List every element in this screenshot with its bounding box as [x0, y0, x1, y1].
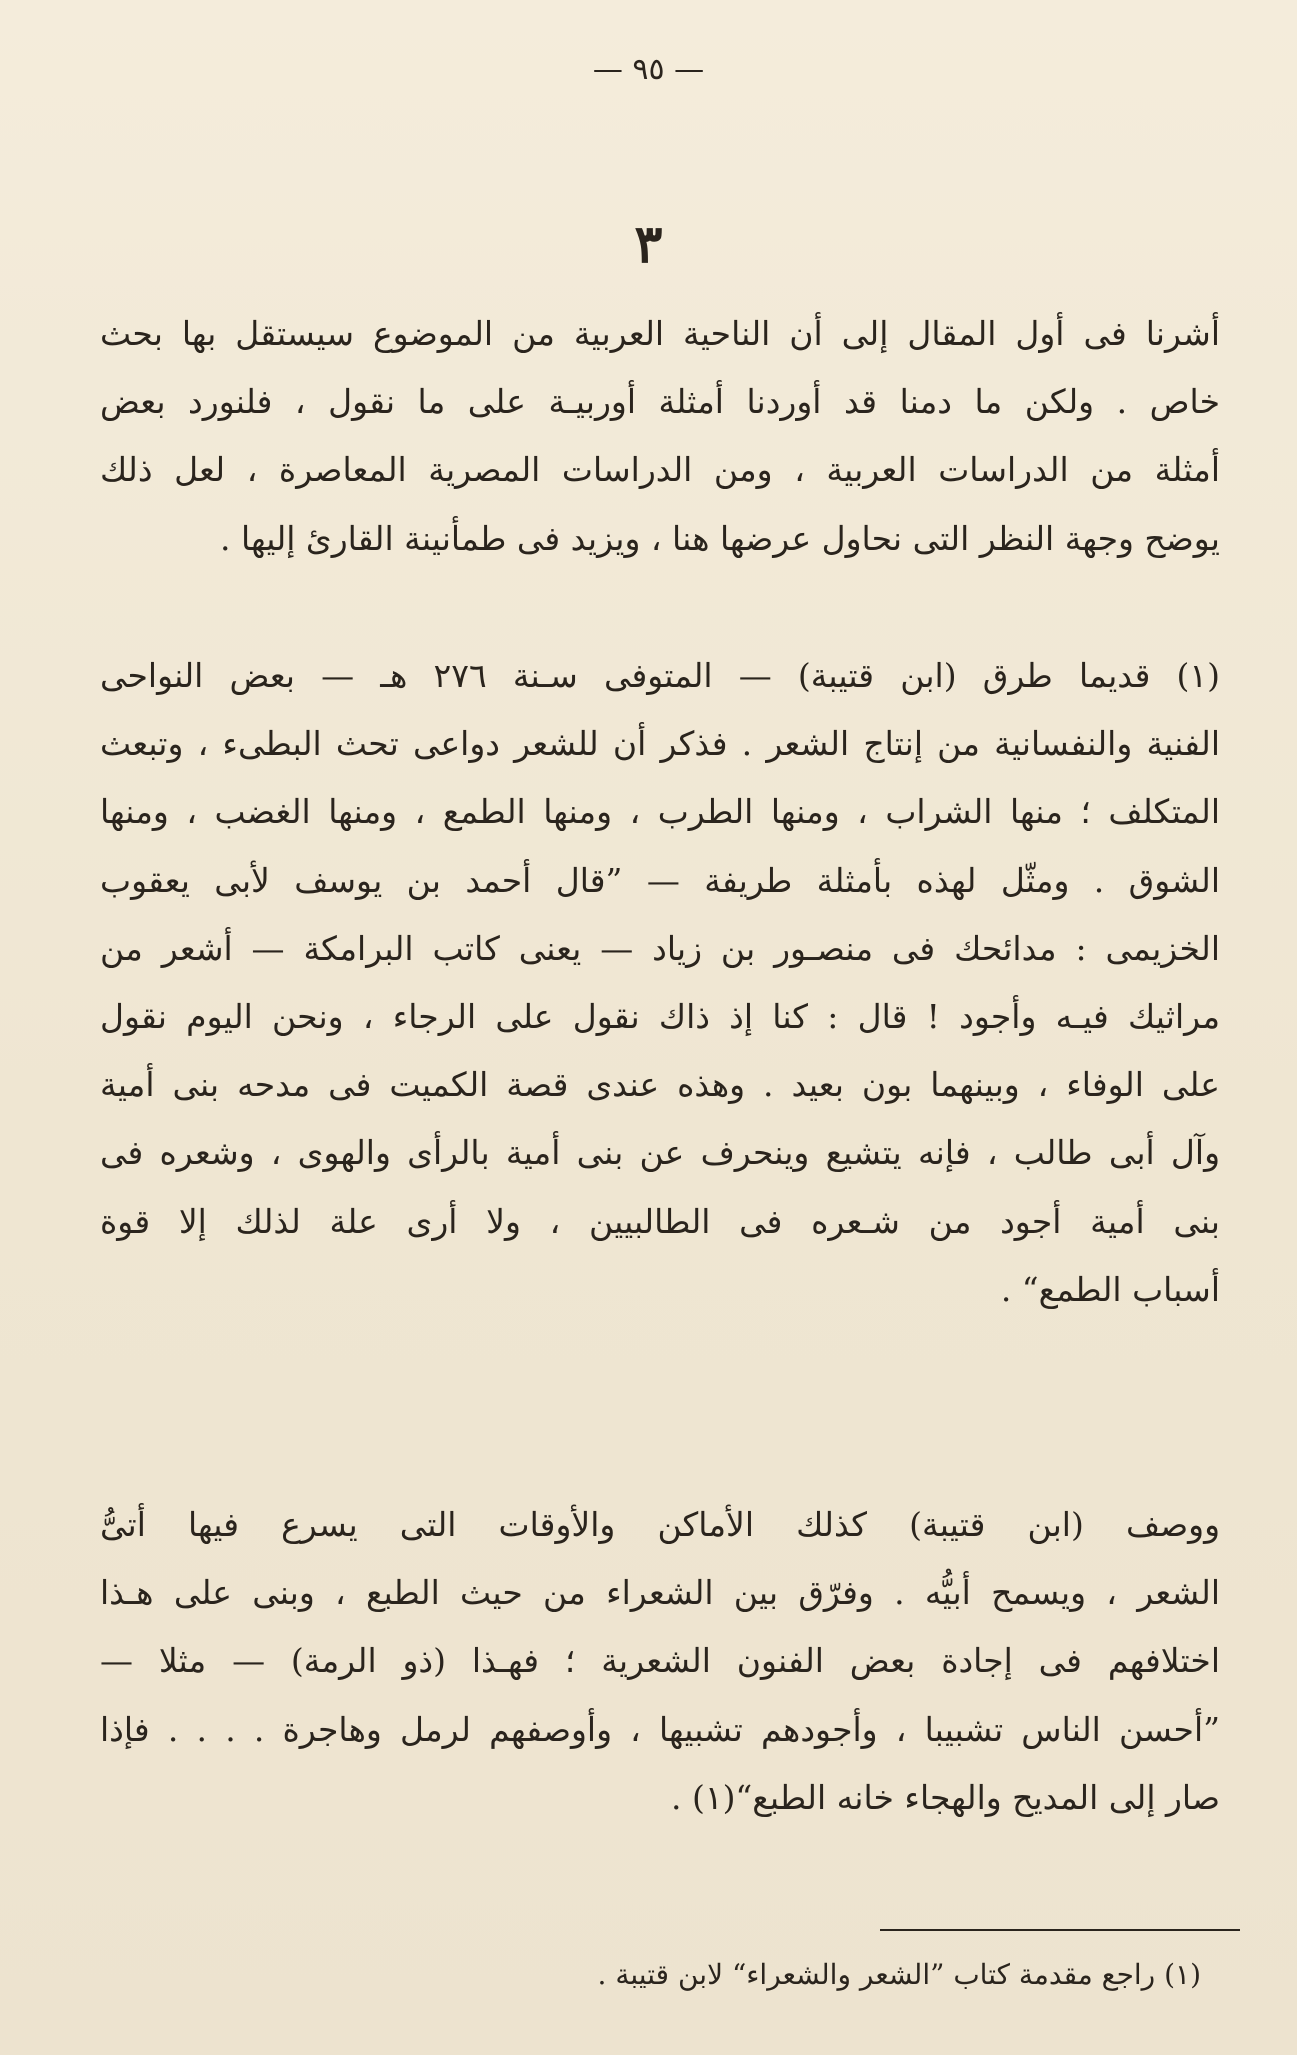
text-line: خاص . ولكن ما دمنا قد أوردنا أمثلة أوربيـة على ما نقول ، فلنورد بعض	[100, 382, 1220, 422]
footnote-divider	[880, 1929, 1240, 1931]
paragraph-places-times	[100, 1491, 1220, 1832]
text-line: بنى أمية أجود من شـعره فى الطالبيين ، ولا أرى علة لذلك إلا قوة	[100, 1201, 1220, 1241]
text-line: اختلافهم فى إجادة بعض الفنون الشعرية ؛ فهـذا (ذو الرمة) — مثلا —	[100, 1641, 1220, 1681]
text-line: صار إلى المديح والهجاء خانه الطبع“(١) .	[670, 1777, 1220, 1817]
text-line: على الوفاء ، وبينهما بون بعيد . وهذه عندى قصة الكميت فى مدحه بنى أمية	[100, 1065, 1220, 1105]
text-line: أشرنا فى أول المقال إلى أن الناحية العربية من الموضوع سيستقل بها بحث	[100, 314, 1220, 353]
text-line: يوضح وجهة النظر التى نحاول عرضها هنا ، ويزيد فى طمأنينة القارئ إليها .	[220, 518, 1220, 558]
text-line: الفنية والنفسانية من إنتاج الشعر . فذكر أن للشعر دواعى تحث البطىء ، وتبعث	[100, 724, 1220, 764]
footnote: (١) راجع مقدمة كتاب ”الشعر والشعراء“ لابن قتيبة .	[597, 1958, 1201, 1991]
text-line: وآل أبى طالب ، فإنه يتشيع وينحرف عن بنى أمية بالرأى والهوى ، وشعره فى	[100, 1133, 1220, 1173]
section-number: ٣	[634, 214, 663, 275]
text-line: أسباب الطمع“ .	[1000, 1269, 1220, 1309]
text-line: الشعر ، ويسمح أبيُّه . وفرّق بين الشعراء من حيث الطبع ، وبنى على هـذا	[100, 1573, 1220, 1613]
text-line: الشوق . ومثّل لهذه بأمثلة طريفة — ”قال أحمد بن يوسف لأبى يعقوب	[100, 860, 1220, 900]
text-line: ووصف (ابن قتيبة) كذلك الأماكن والأوقات التى يسرع فيها أتىُّ	[100, 1505, 1220, 1544]
text-line: ”أحسن الناس تشبيبا ، وأجودهم تشبيها ، وأوصفهم لرمل وهاجرة . . . . فإذا	[100, 1709, 1220, 1749]
text-line: المتكلف ؛ منها الشراب ، ومنها الطرب ، ومنها الطمع ، ومنها الغضب ، ومنها	[100, 792, 1220, 832]
paragraph-ibn-qutayba-motives	[100, 642, 1220, 1324]
paragraph-intro	[100, 300, 1220, 573]
text-line: الخزيمى : مدائحك فى منصـور بن زياد — يعنى كاتب البرامكة — أشعر من	[100, 928, 1220, 968]
text-line: مراثيك فيـه وأجود ! قال : كنا إذ ذاك نقول على الرجاء ، ونحن اليوم نقول	[100, 996, 1220, 1036]
page-number: — ٩٥ —	[592, 52, 705, 87]
text-line: (١) قديما طرق (ابن قتيبة) — المتوفى سـنة ٢٧٦ هـ — بعض النواحى	[100, 656, 1220, 695]
text-line: أمثلة من الدراسات العربية ، ومن الدراسات المصرية المعاصرة ، لعل ذلك	[100, 450, 1220, 490]
